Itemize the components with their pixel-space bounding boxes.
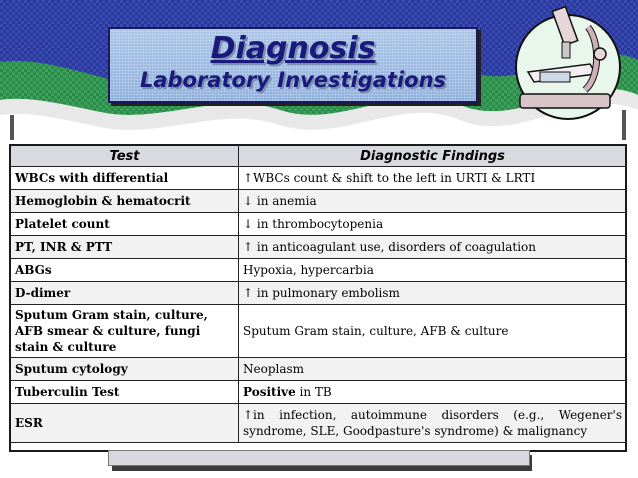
test-cell: Sputum Gram stain, culture, AFB smear & culture, fungi stain & culture xyxy=(11,305,239,358)
finding-cell: ↑in infection, autoimmune disorders (e.g., Wegener's syndrome, SLE, Goodpasture's syndrome) & malignancy xyxy=(239,404,627,443)
test-cell: Sputum cytology xyxy=(11,358,239,381)
finding-cell: Neoplasm xyxy=(239,358,627,381)
table-row xyxy=(11,305,627,358)
findings-table-wrap xyxy=(10,145,626,443)
page-subtitle: Laboratory Investigations xyxy=(139,68,447,92)
table-row xyxy=(11,259,627,282)
test-cell: D-dimer xyxy=(11,282,239,305)
finding-cell: ↑ in anticoagulant use, disorders of coagulation xyxy=(239,236,627,259)
table-row xyxy=(11,167,627,190)
table-row xyxy=(11,236,627,259)
test-cell: Platelet count xyxy=(11,213,239,236)
table-row xyxy=(11,190,627,213)
header-test: Test xyxy=(11,146,239,167)
finding-bold: Positive xyxy=(243,385,296,399)
test-cell: WBCs with differential xyxy=(11,167,239,190)
test-cell: ABGs xyxy=(11,259,239,282)
table-row xyxy=(11,213,627,236)
test-cell: Hemoglobin & hematocrit xyxy=(11,190,239,213)
finding-cell: Hypoxia, hypercarbia xyxy=(239,259,627,282)
finding-rest: in TB xyxy=(295,385,332,399)
header-findings: Diagnostic Findings xyxy=(239,146,627,167)
finding-cell xyxy=(239,381,627,404)
title-box xyxy=(108,27,478,103)
finding-cell: ↑ in pulmonary embolism xyxy=(239,282,627,305)
page-title: Diagnosis xyxy=(210,31,376,66)
finding-cell: Sputum Gram stain, culture, AFB & culture xyxy=(239,305,627,358)
test-cell: Tuberculin Test xyxy=(11,381,239,404)
finding-cell: ↑WBCs count & shift to the left in URTI & LRTI xyxy=(239,167,627,190)
table-row xyxy=(11,358,627,381)
microscope-icon xyxy=(500,2,630,122)
finding-cell: ↓ in anemia xyxy=(239,190,627,213)
table-row xyxy=(11,381,627,404)
findings-table xyxy=(10,145,627,443)
test-cell: ESR xyxy=(11,404,239,443)
test-cell: PT, INR & PTT xyxy=(11,236,239,259)
bottom-banner xyxy=(108,450,530,466)
table-row xyxy=(11,282,627,305)
table-row xyxy=(11,404,627,443)
finding-cell: ↓ in thrombocytopenia xyxy=(239,213,627,236)
